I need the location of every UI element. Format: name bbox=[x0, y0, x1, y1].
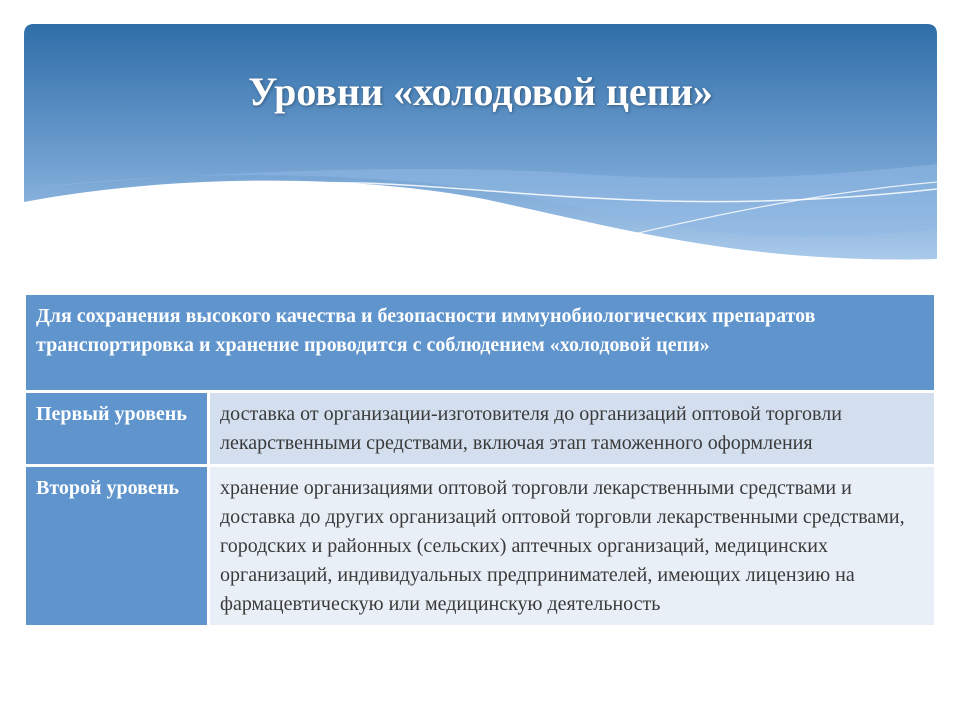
wave-banner-graphic bbox=[24, 24, 937, 274]
title-banner bbox=[24, 24, 937, 274]
level-description-first: доставка от организации-изготовителя до организаций оптовой торговли лекарственными средствами, включая этап таможенного оформления bbox=[209, 392, 935, 466]
level-label-second: Второй уровень bbox=[26, 466, 209, 626]
table-header-row bbox=[26, 295, 934, 392]
table-row bbox=[26, 392, 934, 466]
level-label-first: Первый уровень bbox=[26, 392, 209, 466]
cold-chain-table bbox=[26, 295, 934, 625]
level-description-second: хранение организациями оптовой торговли лекарственными средствами и доставка до других организаций оптовой торговли лекарственными средствами, городских и районных (сельских) аптечных организаций, медицинских организаций, индивидуальных предпринимателей, имеющих лицензию на фармацевтическую или медицинскую деятельность bbox=[209, 466, 935, 626]
page-title: Уровни «холодовой цепи» bbox=[248, 69, 713, 114]
table-row bbox=[26, 466, 934, 626]
table-header-cell: Для сохранения высокого качества и безопасности иммунобиологических препаратов транспортировка и хранение проводится с соблюдением «холодовой цепи» bbox=[26, 295, 934, 392]
